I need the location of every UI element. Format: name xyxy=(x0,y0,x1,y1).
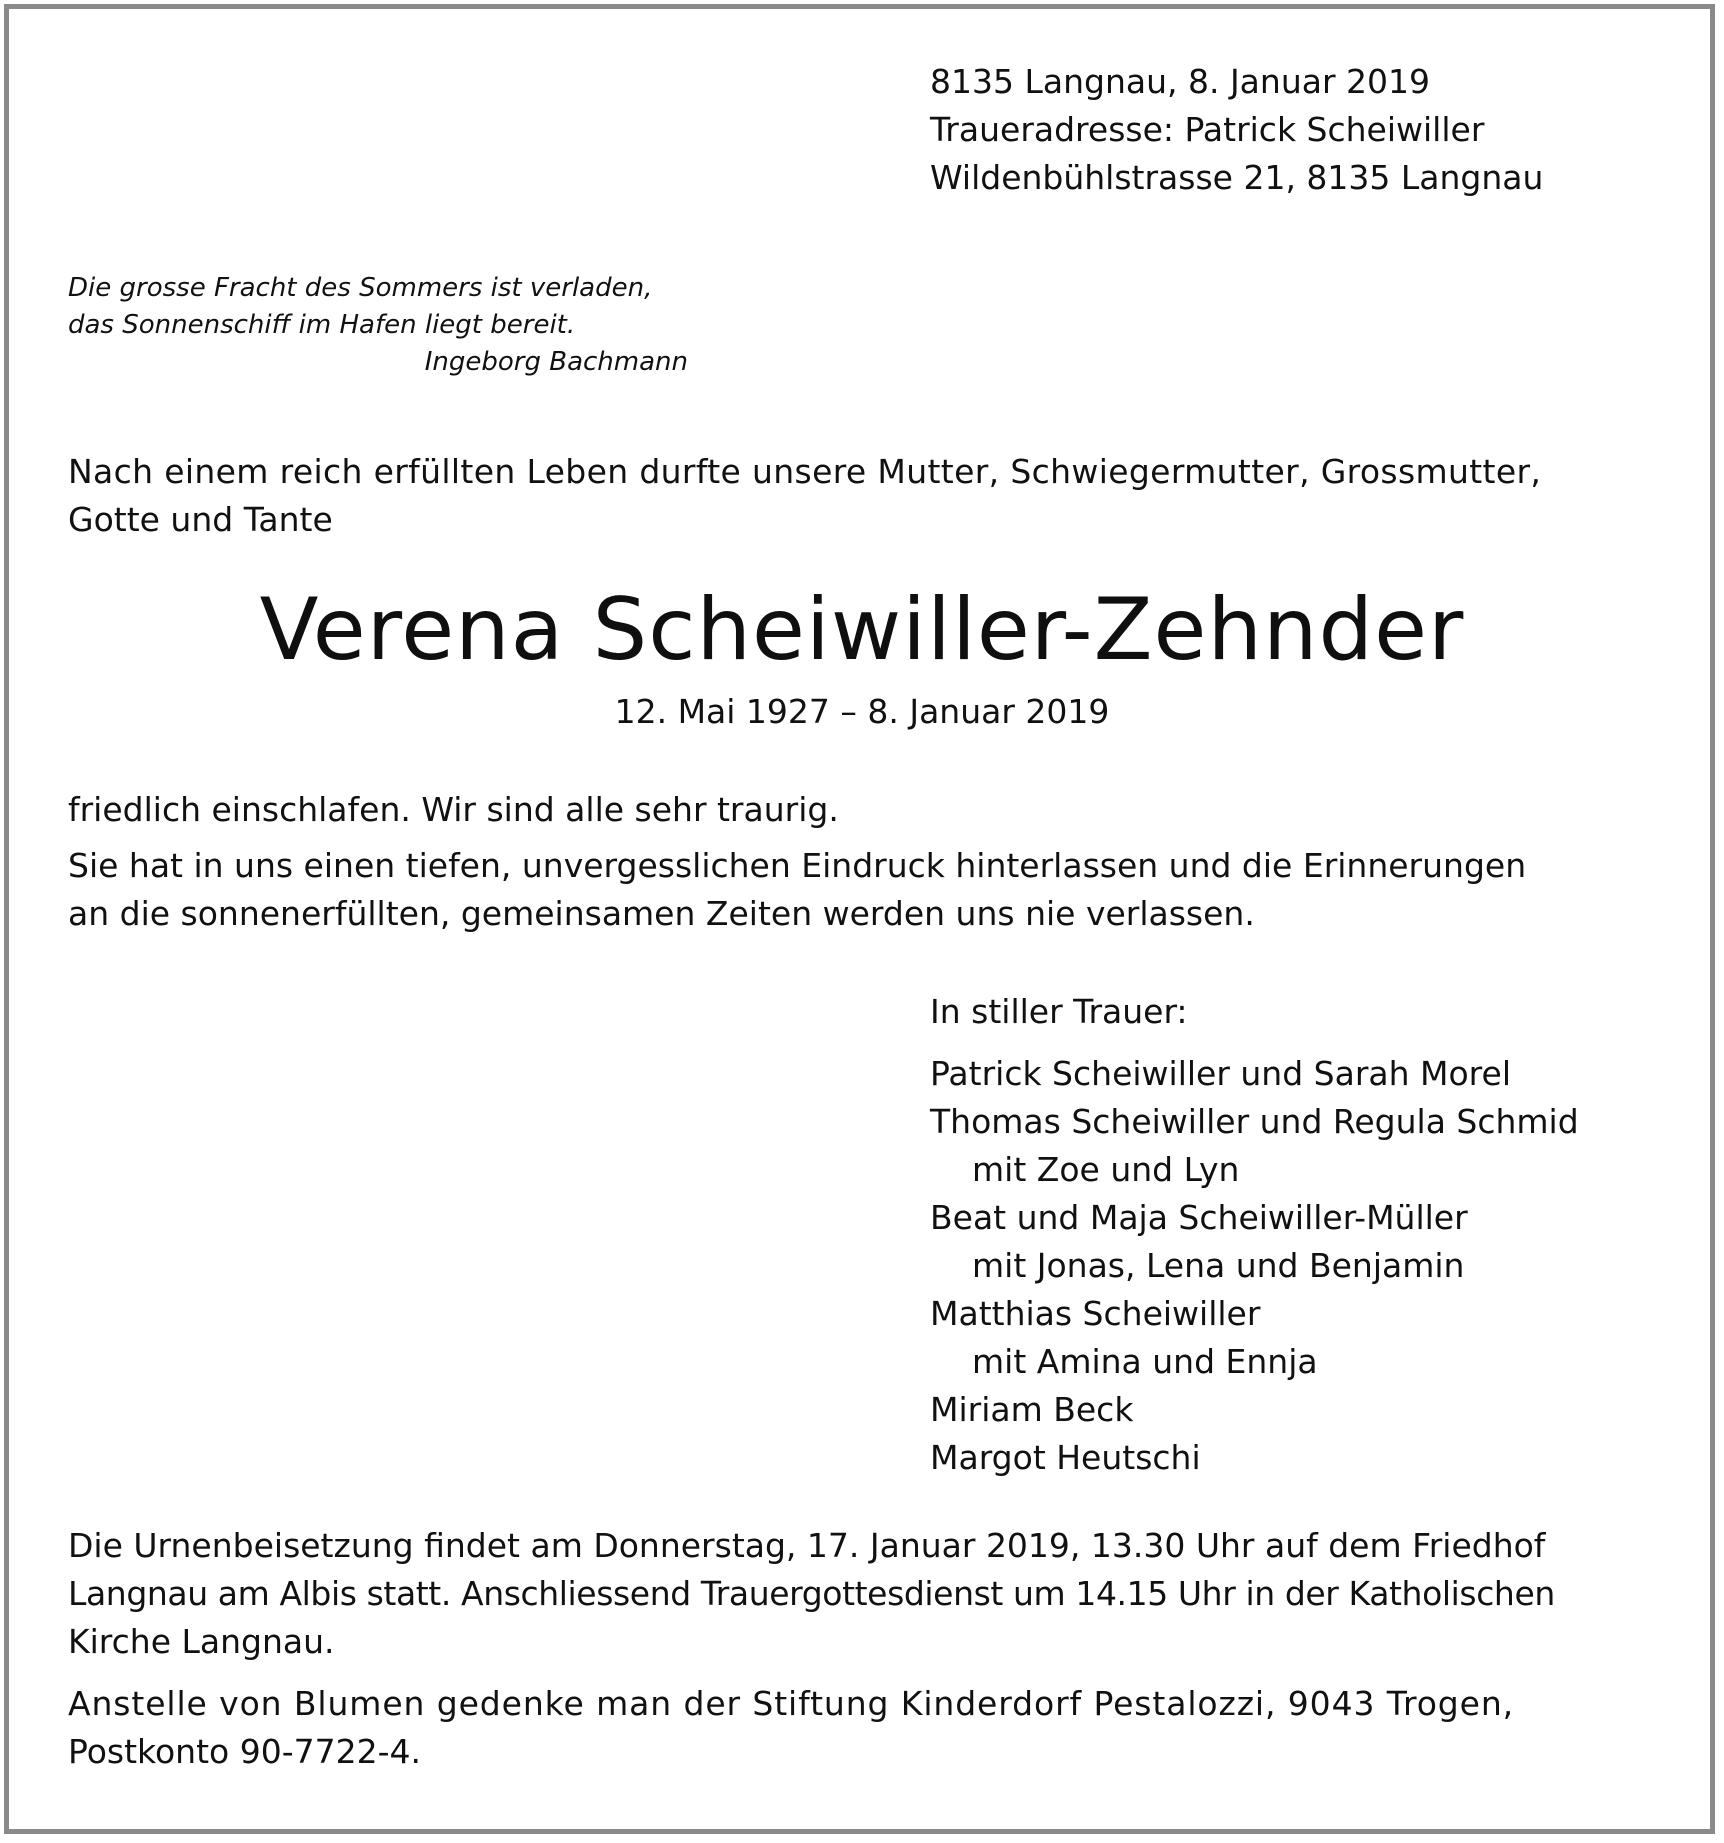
quote-line-1: Die grosse Fracht des Sommers ist verladen, xyxy=(68,273,653,303)
mourner-line: Margot Heutschi xyxy=(930,1438,1201,1477)
place-date: 8135 Langnau, 8. Januar 2019 xyxy=(930,62,1430,101)
mourner-line: Matthias Scheiwiller xyxy=(930,1294,1261,1333)
body-paragraph-1 xyxy=(68,786,1658,834)
mourners-heading: In stiller Trauer: xyxy=(930,992,1188,1031)
mourner-line: mit Zoe und Lyn xyxy=(972,1150,1240,1189)
quote-line-2: das Sonnenschiff im Hafen liegt bereit. xyxy=(68,310,576,340)
body-para2-line-2: an die sonnenerfüllten, gemeinsamen Zeiten werden uns nie verlassen. xyxy=(68,894,1255,933)
body-paragraph-2 xyxy=(68,842,1658,938)
mourner-line: mit Amina und Ennja xyxy=(972,1342,1318,1381)
body-line-1: friedlich einschlafen. Wir sind alle sehr traurig. xyxy=(68,790,839,829)
service-paragraph xyxy=(68,1522,1658,1666)
intro-line-2: Gotte und Tante xyxy=(68,500,333,539)
donation-line-1: Anstelle von Blumen gedenke man der Stiftung Kinderdorf Pestalozzi, 9043 Trogen, xyxy=(68,1684,1515,1723)
life-dates: 12. Mai 1927 – 8. Januar 2019 xyxy=(614,692,1110,731)
body-para2-line-1: Sie hat in uns einen tiefen, unvergesslichen Eindruck hinterlassen und die Erinnerungen xyxy=(68,846,1527,885)
poem-quote xyxy=(68,270,688,381)
mourners-list xyxy=(930,988,1579,1482)
mourner-line: Thomas Scheiwiller und Regula Schmid xyxy=(930,1102,1579,1141)
mourning-address-name: Traueradresse: Patrick Scheiwiller xyxy=(930,110,1485,149)
intro-paragraph xyxy=(68,448,1658,544)
service-line-2: Langnau am Albis statt. Anschliessend Trauergottesdienst um 14.15 Uhr in der Katholischen xyxy=(68,1574,1555,1613)
mourner-line: Patrick Scheiwiller und Sarah Morel xyxy=(930,1054,1511,1093)
service-line-1: Die Urnenbeisetzung findet am Donnerstag, 17. Januar 2019, 13.30 Uhr auf dem Friedhof xyxy=(68,1526,1546,1565)
deceased-name: Verena Scheiwiller-Zehnder xyxy=(259,580,1465,680)
mourning-address xyxy=(930,58,1543,202)
mourner-line: Miriam Beck xyxy=(930,1390,1134,1429)
service-line-3: Kirche Langnau. xyxy=(68,1622,335,1661)
donation-paragraph xyxy=(68,1680,1658,1776)
intro-line-1: Nach einem reich erfüllten Leben durfte unsere Mutter, Schwiegermutter, Grossmutter, xyxy=(68,452,1542,491)
mourning-address-street: Wildenbühlstrasse 21, 8135 Langnau xyxy=(930,158,1544,197)
mourner-line: Beat und Maja Scheiwiller-Müller xyxy=(930,1198,1468,1237)
mourner-line: mit Jonas, Lena und Benjamin xyxy=(972,1246,1465,1285)
quote-author: Ingeborg Bachmann xyxy=(424,347,688,377)
donation-line-2: Postkonto 90-7722-4. xyxy=(68,1732,421,1771)
